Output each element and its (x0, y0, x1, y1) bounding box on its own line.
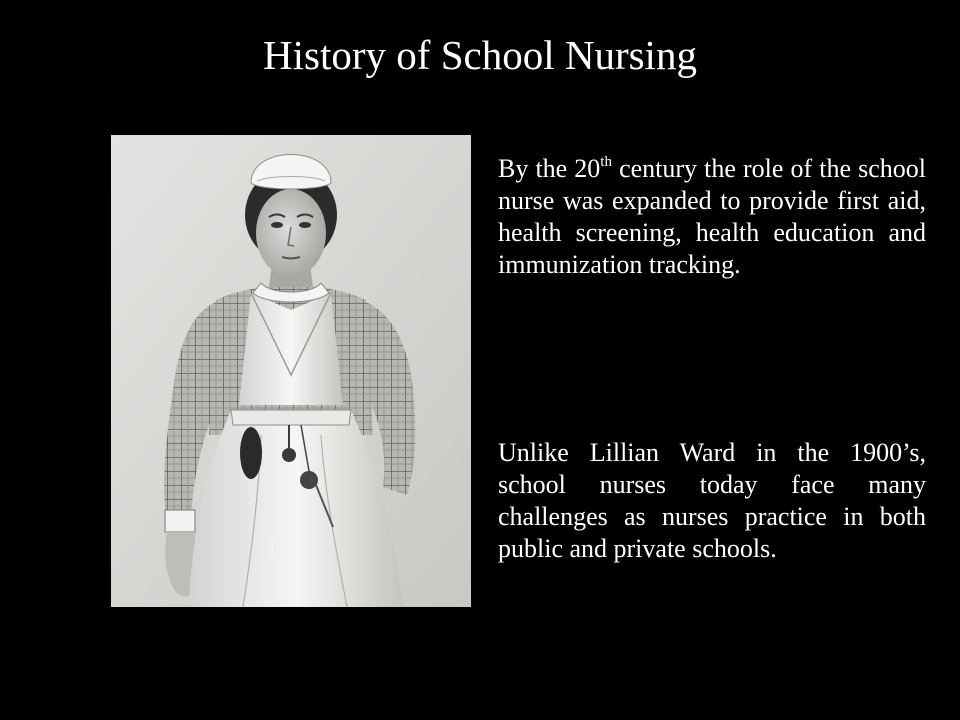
paragraph-1-superscript: th (600, 154, 612, 170)
photo-number: 1 (267, 538, 278, 558)
paragraph-1-after: century the role of the school nurse was expanded to provide first aid, health screening, health education and immunization tracking. (498, 154, 926, 279)
paragraph-role-expansion (498, 153, 926, 281)
paragraph-challenges: Unlike Lillian Ward in the 1900’s, school nurses today face many challenges as nurses practice in both public and private schools. (498, 438, 926, 563)
paragraph-1-before: By the 20 (498, 154, 601, 183)
historical-nurse-photo (111, 135, 471, 607)
slide-title: History of School Nursing (263, 32, 697, 78)
